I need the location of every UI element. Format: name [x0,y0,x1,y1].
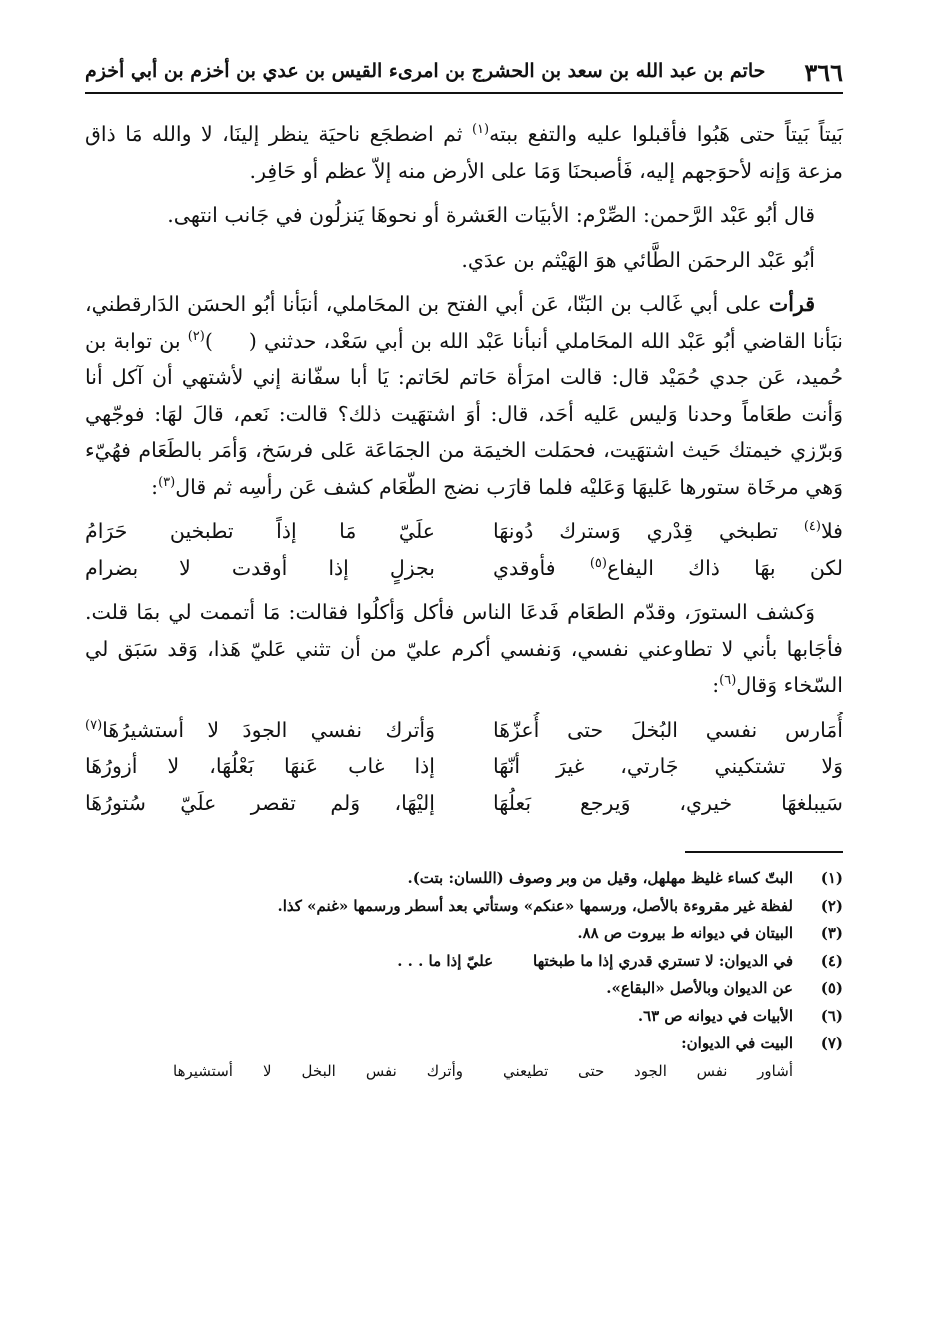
poem-1 [85,513,843,586]
footnote-number: (١) [820,869,843,887]
verse [85,785,843,822]
footnote-text: الأبيات في ديوانه ص ٦٣. [637,1006,793,1025]
hemistich-text: فأوقدي [493,555,590,580]
verse-hemistich-left [85,748,435,785]
footnote-ref: (٦) [719,673,737,689]
page-header [85,52,843,88]
footnote-verse-right: أشاور نفس الجود حتى تطيعني [503,1061,793,1080]
paragraph-4 [85,286,843,505]
footnote-verse-left: وأترك نفس البخل لا أستشيرها [173,1061,463,1080]
verse-hemistich-right [493,550,843,587]
verse-hemistich-left [85,785,435,822]
paragraph-1 [85,116,843,189]
footnote-text: البيتان في ديوانه ط بيروت ص ٨٨. [577,924,793,942]
footnote-number: (٢) [820,896,843,915]
footnote-item [85,893,843,921]
verse [85,513,843,550]
text-run: ) [204,328,213,353]
footnote-ref: (٥) [589,555,607,571]
hemistich-text: تطبخي قِدْري وَسترك دُونهَا [493,519,804,543]
hemistich-text: فلا [820,519,843,543]
footnote-text [85,948,793,976]
footnote-separator [685,851,843,853]
footnote-number: (٥) [820,979,843,997]
text-run: ثم اضطجَع ناحيَة ينظر إلينَا، لا والله مَا ذاق مزعة وَإنه لأحوَجهم إليه، فَأصبحنَا وَمَا على الأرض منه إلاّ عظم أو حَافِر. [85,122,843,183]
footnote-text-part: في الديوان: لا تستري قدري إذا ما طبختها [533,951,793,970]
verse-hemistich-right [493,748,843,785]
paragraph-3: أبُو عَبْد الرحمَن الطَّائي هوَ الهَيْثم بن عدَي. [461,247,815,272]
text-run: : [151,474,159,499]
footnote-number: (٧) [820,1034,843,1052]
verse [85,712,843,749]
text-run: بَيتاً بَيتاً حتى هَبُوا فأقبلوا عليه والتفع ببته [489,122,843,146]
verse-hemistich-right [493,785,843,822]
paragraph-5 [85,594,843,704]
text-run: بن توابة بن حُميد، عَن جدي حُمَيْد قال: قالت امرَأة حَاتم لحَاتم: يَا أبا سفّانة إني لأشتهي أن آكل أنا وَأنت طعَاماً وحدنا وَليس عَليه أحَد، قال: أوَ اشتهَيت ذلك؟ قالت: نَعم، قالَ لهَا: فوجّهي وَبرّزي خيمتك حَيث اشتهَيت، فحمَلت الخيمَة من الجمَاعَة عَلى فرسَخ، وَأمَر بالطَعَام فهُيّء وَهي مرخَاة ستورها عَليهَا وَعَليْه فلما قارَب نضج الطّعَام كشف عَن رأسِه ثم قال [85,328,843,499]
footnotes [85,865,843,1085]
hemistich-text: أُمَارس نفسي البُخلَ حتى أُعزّهَا [493,717,843,742]
hemistich-text: سَيبلغهَا خيري، وَيرجع بَعلُهَا [493,790,843,815]
verse-hemistich-right [493,712,843,749]
poem-2 [85,712,843,822]
hemistich-text: بجزلٍ إذا أوقدت لا بضرام [85,555,435,580]
verse-hemistich-left [85,550,435,587]
verse [85,748,843,785]
footnote-text: البيت في الديوان: [681,1034,793,1052]
text-run: على أبي غَالب بن البَنّا، عَن أبي الفتح بن المحَاملي، أنبَأنا أبُو الحسَن الدَارقطني، نبَأنا القاضي أبُو عَبْد الله المحَاملي أنبأنا عَبْد الله بن أبي سَعْد، حدثني ( [85,292,844,353]
hemistich-text: علَيّ مَا إذاً تطبخين حَرَامُ [85,519,435,543]
footnote-item [85,948,843,976]
footnote-text: عن الديوان وبالأصل «البقاع». [606,979,793,997]
footnote-item [85,865,843,893]
footnote-text: البتّ كساء غليظ مهلهل، وقيل من وبر وصوف (اللسان: بتت). [407,869,793,887]
verse-hemistich-left [85,712,435,749]
footnote-number: (٦) [820,1006,843,1025]
footnote-item [85,1003,843,1031]
book-page [85,52,843,1085]
hemistich-text: إذا غاب عَنهَا بَعْلُهَا، لا أزورُهَا [85,754,435,778]
verse [85,550,843,587]
lead-word: قرأت [768,292,815,316]
verse-hemistich-left [85,513,435,550]
footnote-text: لفظة غير مقروءة بالأصل، ورسمها «عنكم» وستأتي بعد أسطر ورسمها «غنم» كذا. [277,896,793,915]
header-rule [85,92,843,94]
hemistich-text: إليْهَا، وَلم تقصر علَيّ سُتورُهَا [85,790,435,815]
main-text [85,116,843,821]
footnote-ref: (٣) [158,474,176,490]
running-title: حاتم بن عبد الله بن سعد بن الحشرج بن امرىء القيس بن عدي بن أخزم بن أبي أخزم [85,60,766,82]
footnote-ref: (٧) [85,717,103,733]
footnote-ref: (٢) [187,328,205,344]
footnote-number: (٣) [820,924,843,942]
footnote-verse [85,1058,793,1086]
footnote-ref: (١) [471,122,490,138]
hemistich-text: وَلا تشتكيني جَارتي، غيرَ أنّهَا [493,754,843,778]
text-run: وَكشف الستورَ، وقدّم الطعَام فَدعَا الناس فأكل وَأكلُوا فقالت: مَا أتممت لي بمَا قلت. فأجَابها بأني لا تطاوعني نفسي، وَنفسي أكرم عليّ من أن تثني عَليّ هَذا، وَقد سَبَق لي السّخاء وَقال [85,600,843,697]
text-run: : [712,673,720,697]
hemistich-text: لكن بهَا ذاك اليفاع [606,555,843,580]
footnote-ref: (٤) [803,519,821,535]
footnote-item [85,1030,843,1058]
footnote-item [85,975,843,1003]
paragraph-2: قال أبُو عَبْد الرَّحمن: الصِّرْم: الأبيَات العَشرة أو نحوهَا يَنزلُون في جَانب انتهى. [167,203,815,227]
verse-hemistich-right [493,513,843,550]
hemistich-text: وَأترك نفسي الجودَ لا أستشيرُهَا [102,717,435,742]
page-number: ٣٦٦ [804,58,843,87]
footnote-text-part: عليّ إذا ما . . . [397,951,494,970]
footnote-item [85,920,843,948]
footnote-number: (٤) [820,951,843,970]
